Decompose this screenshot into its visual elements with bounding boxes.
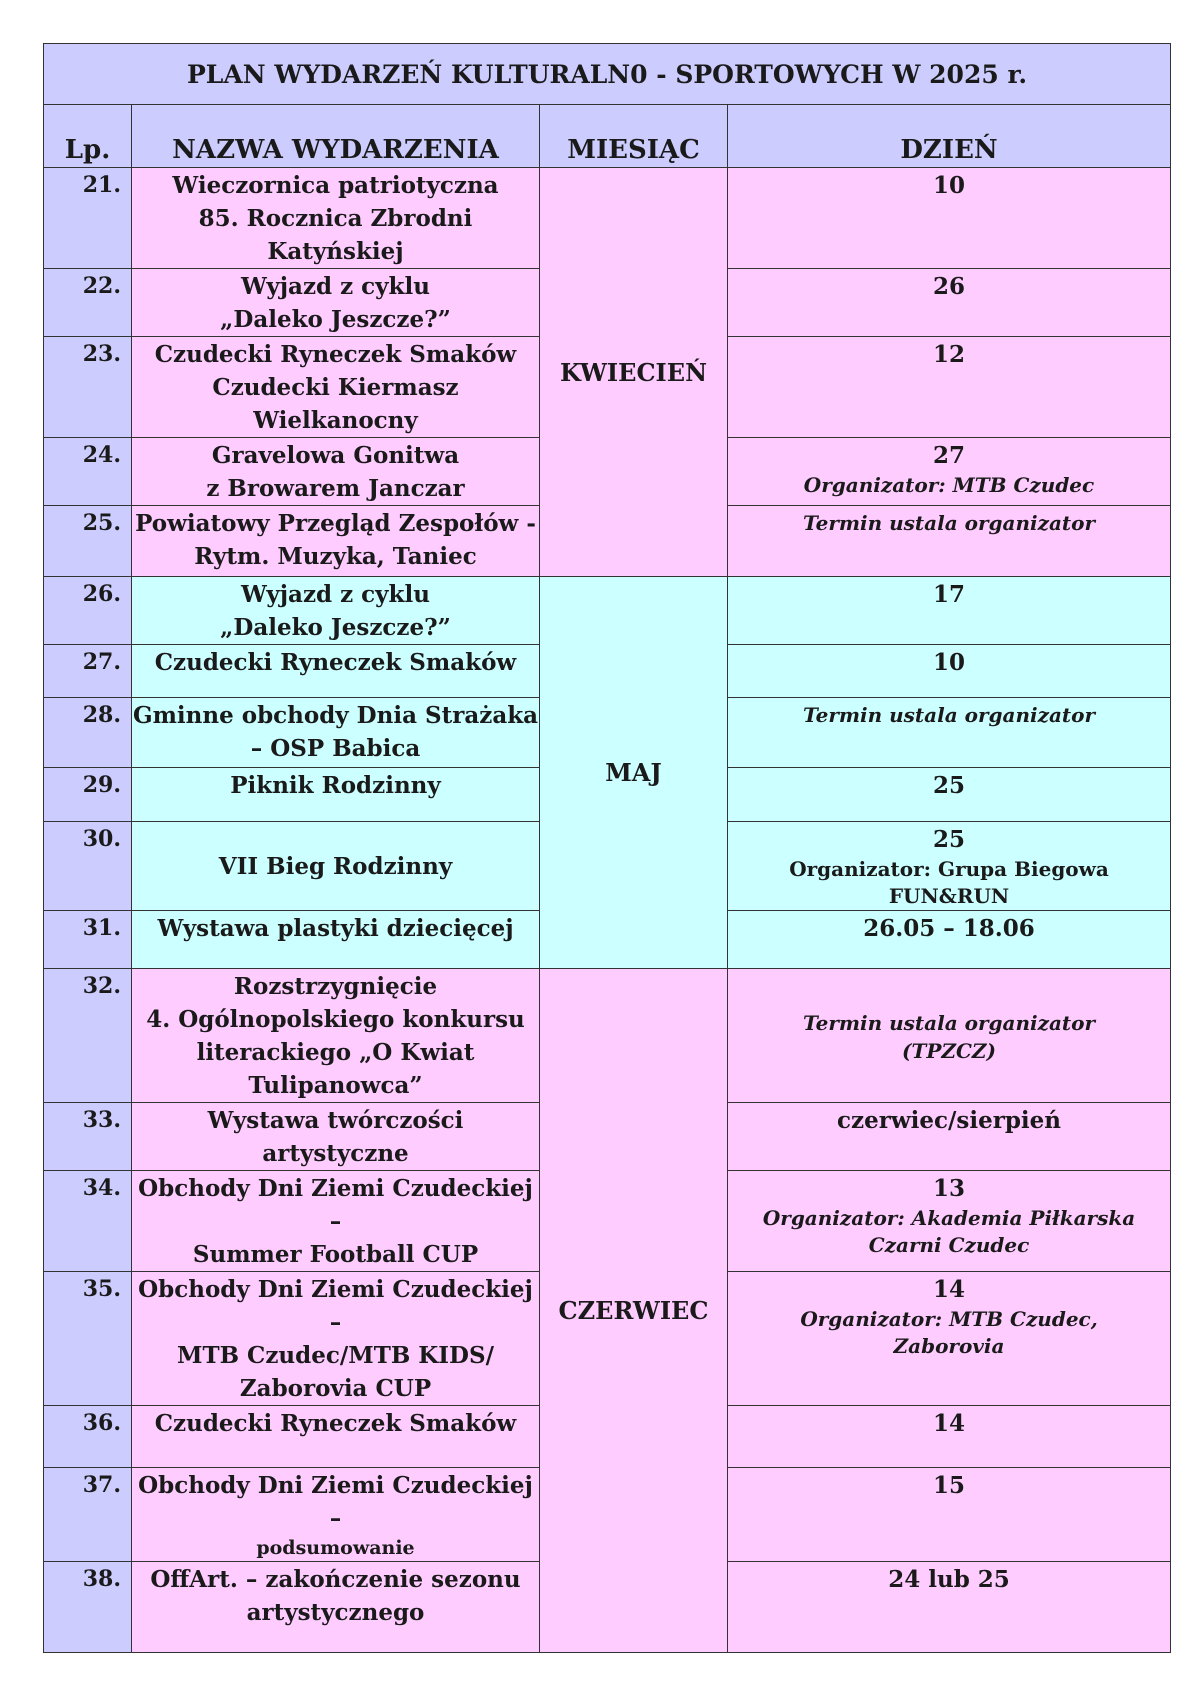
event-name-line: 4. Ogólnopolskiego konkursu: [146, 1006, 525, 1033]
row-number: 23.: [44, 337, 132, 438]
event-name-line: Piknik Rodzinny: [230, 772, 441, 799]
event-name-line: MTB Czudec/MTB KIDS/: [177, 1342, 494, 1369]
table-title: PLAN WYDARZEŃ KULTURALN0 - SPORTOWYCH W 2025 r.: [44, 44, 1171, 105]
event-name: [132, 1468, 540, 1562]
row-number: 35.: [44, 1272, 132, 1406]
event-name: [132, 768, 540, 822]
event-name-line: Powiatowy Przegląd Zespołów -: [135, 510, 536, 537]
event-day: [728, 822, 1171, 911]
day-value: 14: [933, 1276, 966, 1303]
day-value: 14: [933, 1410, 966, 1437]
event-day: [728, 698, 1171, 768]
day-value: 13: [933, 1175, 966, 1202]
event-name-line: Wielkanocny: [253, 407, 418, 434]
event-name-line: Wyjazd z cyklu: [241, 273, 430, 300]
day-note: Termin ustala organizator: [803, 703, 1096, 727]
event-name: [132, 645, 540, 698]
day-value: 24 lub 25: [888, 1566, 1010, 1593]
event-day: [728, 1272, 1171, 1406]
event-day: [728, 168, 1171, 269]
event-name-line: Czudecki Ryneczek Smaków: [154, 649, 517, 676]
event-name-line: 85. Rocznica Zbrodni Katyńskiej: [198, 205, 473, 265]
event-name-line: Rytm. Muzyka, Taniec: [194, 543, 477, 570]
event-name-line: z Browarem Janczar: [206, 475, 465, 502]
row-number: 36.: [44, 1406, 132, 1468]
day-note: Termin ustala organizator: [803, 511, 1096, 535]
day-value: 25: [933, 826, 966, 853]
event-day: [728, 1468, 1171, 1562]
table-row: [44, 969, 1171, 1103]
day-value: czerwiec/sierpień: [837, 1107, 1062, 1134]
month-april: KWIECIEŃ: [540, 168, 728, 577]
event-name-line: Gravelowa Gonitwa: [211, 442, 460, 469]
event-day: [728, 969, 1171, 1103]
row-number: 32.: [44, 969, 132, 1103]
event-name-line: Wystawa plastyki dziecięcej: [157, 915, 514, 942]
event-name-line: OffArt. – zakończenie sezonu: [150, 1566, 521, 1593]
header-lp: Lp.: [44, 105, 132, 168]
day-value: 26.05 – 18.06: [863, 915, 1035, 942]
day-value: 26: [933, 273, 966, 300]
day-note: (TPZCZ): [902, 1039, 996, 1063]
day-value: 15: [933, 1472, 966, 1499]
events-table: [43, 43, 1171, 1653]
event-name: [132, 577, 540, 645]
event-name: [132, 1103, 540, 1171]
event-name-line: Czudecki Ryneczek Smaków: [154, 1410, 517, 1437]
event-name: [132, 438, 540, 506]
event-name-line: „Daleko Jeszcze?”: [220, 614, 451, 641]
month-june: CZERWIEC: [540, 969, 728, 1653]
event-name-line: Obchody Dni Ziemi Czudeckiej –: [138, 1276, 533, 1336]
event-day: [728, 438, 1171, 506]
event-name: [132, 168, 540, 269]
day-value: 25: [933, 772, 966, 799]
event-day: [728, 645, 1171, 698]
event-name-line: VII Bieg Rodzinny: [218, 853, 453, 880]
month-may: MAJ: [540, 577, 728, 969]
event-name-line: Zaborovia CUP: [239, 1375, 432, 1402]
organizer-note: Organizator: MTB Czudec: [803, 473, 1095, 497]
event-name-line: Obchody Dni Ziemi Czudeckiej –: [138, 1175, 533, 1235]
event-day: [728, 269, 1171, 337]
row-number: 38.: [44, 1562, 132, 1653]
event-day: [728, 768, 1171, 822]
header-row: [44, 105, 1171, 168]
header-day: DZIEŃ: [728, 105, 1171, 168]
event-name: [132, 506, 540, 577]
title-row: [44, 44, 1171, 105]
row-number: 27.: [44, 645, 132, 698]
row-number: 29.: [44, 768, 132, 822]
event-name-line: Rozstrzygnięcie: [233, 973, 438, 1000]
row-number: 24.: [44, 438, 132, 506]
event-name-line: Wystawa twórczości artystyczne: [207, 1107, 464, 1167]
event-name: [132, 822, 540, 911]
event-day: [728, 1103, 1171, 1171]
event-day: [728, 1562, 1171, 1653]
organizer-note: FUN&RUN: [888, 884, 1010, 908]
event-name-line: Summer Football CUP: [192, 1241, 479, 1268]
row-number: 22.: [44, 269, 132, 337]
row-number: 25.: [44, 506, 132, 577]
row-number: 28.: [44, 698, 132, 768]
event-name-line: Czudecki Ryneczek Smaków: [154, 341, 517, 368]
event-name: [132, 969, 540, 1103]
event-name-line: Gminne obchody Dnia Strażaka: [132, 702, 539, 729]
table-row: [44, 577, 1171, 645]
event-name-line: Czudecki Kiermasz: [212, 374, 459, 401]
event-day: [728, 506, 1171, 577]
event-day: [728, 337, 1171, 438]
event-name-line: Wieczornica patriotyczna: [172, 172, 499, 199]
event-name-line: „Daleko Jeszcze?”: [220, 306, 451, 333]
row-number: 30.: [44, 822, 132, 911]
organizer-note: Organizator: Grupa Biegowa: [789, 857, 1109, 881]
day-value: 10: [933, 649, 966, 676]
event-day: [728, 911, 1171, 969]
header-month: MIESIĄC: [540, 105, 728, 168]
event-name: [132, 1562, 540, 1653]
event-day: [728, 1171, 1171, 1272]
day-value: 10: [933, 172, 966, 199]
table-row: [44, 168, 1171, 269]
event-name: [132, 911, 540, 969]
event-name: [132, 1272, 540, 1406]
organizer-note: Zaborovia: [893, 1334, 1005, 1358]
day-value: 12: [933, 341, 966, 368]
event-name-line: artystycznego: [246, 1599, 425, 1626]
organizer-note: Organizator: Akademia Piłkarska: [762, 1206, 1136, 1230]
header-name: NAZWA WYDARZENIA: [132, 105, 540, 168]
day-note: Termin ustala organizator: [803, 1011, 1096, 1035]
event-day: [728, 577, 1171, 645]
event-day: [728, 1406, 1171, 1468]
event-name-subtitle: podsumowanie: [256, 1537, 415, 1559]
organizer-note: Czarni Czudec: [868, 1233, 1030, 1257]
event-name: [132, 269, 540, 337]
event-name-line: Wyjazd z cyklu: [241, 581, 430, 608]
row-number: 26.: [44, 577, 132, 645]
row-number: 31.: [44, 911, 132, 969]
event-name: [132, 1406, 540, 1468]
row-number: 34.: [44, 1171, 132, 1272]
organizer-note: Organizator: MTB Czudec,: [800, 1307, 1098, 1331]
event-name: [132, 337, 540, 438]
day-value: 27: [933, 442, 966, 469]
event-name-line: literackiego „O Kwiat: [196, 1039, 475, 1066]
row-number: 37.: [44, 1468, 132, 1562]
day-value: 17: [933, 581, 966, 608]
row-number: 21.: [44, 168, 132, 269]
event-name-line: Obchody Dni Ziemi Czudeckiej –: [138, 1472, 533, 1532]
event-name: [132, 1171, 540, 1272]
event-name-line: Tulipanowca”: [248, 1072, 423, 1099]
row-number: 33.: [44, 1103, 132, 1171]
event-name-line: – OSP Babica: [250, 735, 421, 762]
event-name: [132, 698, 540, 768]
